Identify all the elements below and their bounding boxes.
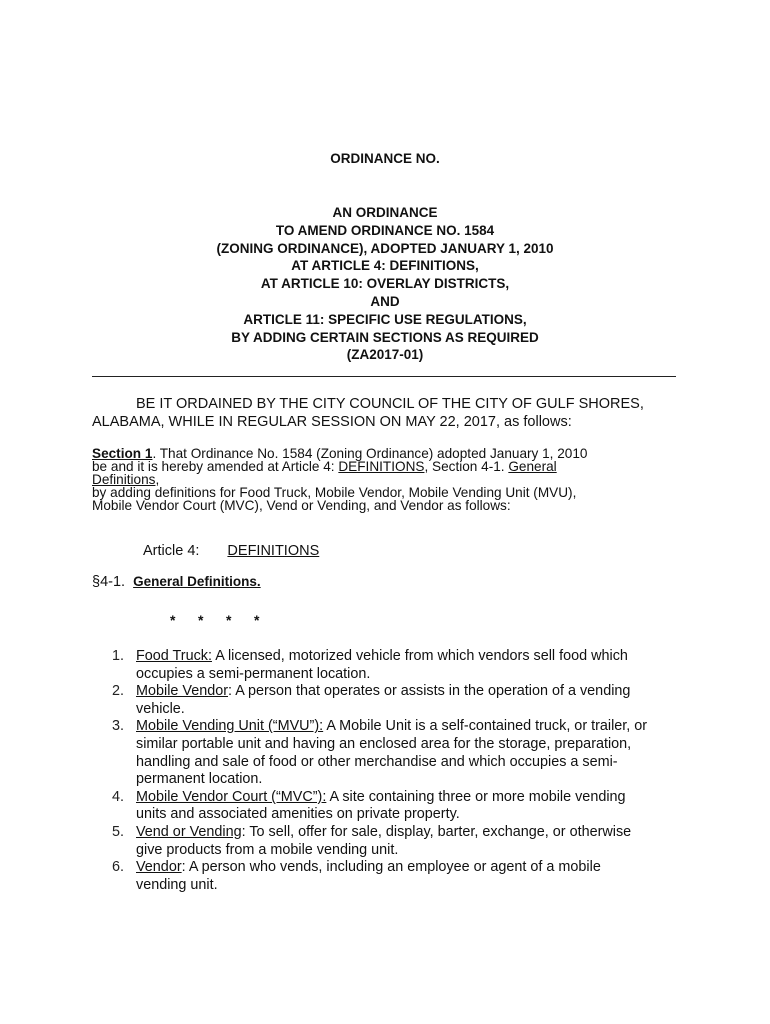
section-1-line: by adding definitions for Food Truck, Mobile Vendor, Mobile Vending Unit (MVU), [92,485,577,500]
definition-number: 2. [111,683,124,700]
general-definitions-title: General Definitions. [133,574,261,589]
section-1-text: . That Ordinance No. 1584 (Zoning Ordinance) adopted January 1, 2010 [152,446,588,461]
definition-text: : A person that operates or assists in the operation of a vending [228,683,631,700]
definitions-reference: DEFINITIONS [338,459,425,474]
definition-text: A licensed, motorized vehicle from which vendors sell food which [211,648,628,664]
definition-item [110,648,690,683]
definition-item [110,718,690,788]
definitions-reference-2: Definitions [92,472,156,487]
definition-item [110,824,690,859]
ordinance-number-heading: ORDINANCE NO. [330,151,440,166]
definition-term: Mobile Vendor [136,683,228,700]
definition-text: similar portable unit and having an enclosed area for the storage, preparation, [136,735,632,752]
title-line: AT ARTICLE 10: OVERLAY DISTRICTS, [260,276,510,292]
definition-text: units and associated amenities on private property. [136,806,460,823]
definition-term: Food Truck: [136,648,212,664]
definition-item [110,789,690,824]
star: * [226,612,232,628]
definition-text: : A person who vends, including an employee or agent of a mobile [181,859,601,876]
section-1-label: Section 1 [92,446,153,461]
section-1-paragraph [92,447,692,512]
title-line: ARTICLE 11: SPECIFIC USE REGULATIONS, [243,311,527,327]
section-1-line [92,460,692,473]
article-heading [143,543,319,559]
general-reference: General [508,459,557,474]
section-1-text: , Section 4-1. [424,459,509,474]
section-1-text: , [155,472,160,487]
title-line: AT ARTICLE 4: DEFINITIONS, [291,258,479,274]
definition-term: Vend or Vending [136,823,242,840]
section-number: §4-1. [92,574,126,590]
definition-text: handling and sale of food or other merchandise and which occupies a semi- [136,753,618,770]
definition-term: Mobile Vending Unit (“MVU”): [136,718,324,735]
ordained-paragraph [92,396,692,431]
star: * [170,612,176,628]
definition-text: occupies a semi-permanent location. [136,665,371,682]
definition-text: permanent location. [136,771,263,788]
definition-text: A site containing three or more mobile vending [326,788,626,805]
title-line: (ZA2017-01) [346,347,424,363]
star: * [254,612,260,628]
definition-text: give products from a mobile vending unit. [136,841,399,858]
definition-text: vehicle. [136,700,185,717]
definitions-list [110,648,690,894]
definition-number: 6. [111,859,124,876]
definition-number: 3. [111,718,124,735]
omission-stars [170,612,282,628]
title-line: BY ADDING CERTAIN SECTIONS AS REQUIRED [231,329,539,345]
definition-item [110,683,690,718]
section-1-text: be and it is hereby amended at Article 4: [92,459,339,474]
title-line: TO AMEND ORDINANCE NO. 1584 [275,222,495,238]
article-name: DEFINITIONS [227,543,320,559]
definition-text: : To sell, offer for sale, display, barter, exchange, or otherwise [241,823,632,840]
star: * [198,612,204,628]
definition-term: Mobile Vendor Court (“MVC”): [136,788,327,805]
section-1-line: Mobile Vendor Court (MVC), Vend or Vending, and Vendor as follows: [92,498,511,513]
definition-number: 4. [111,788,124,805]
title-line: (ZONING ORDINANCE), ADOPTED JANUARY 1, 2010 [216,240,554,256]
title-line: AN ORDINANCE [332,205,438,220]
horizontal-divider [92,376,676,377]
definition-text: vending unit. [136,876,218,893]
article-label: Article 4: [143,543,200,559]
definition-term: Vendor [136,859,182,876]
definition-number: 1. [111,648,124,664]
title-line: AND [370,293,400,309]
ordained-line: ALABAMA, WHILE IN REGULAR SESSION ON MAY 22, 2017, as follows: [92,413,572,430]
general-definitions-heading [92,574,261,590]
ordinance-title [0,204,770,364]
definition-text: A Mobile Unit is a self-contained truck, or trailer, or [323,718,648,735]
definition-number: 5. [111,823,124,840]
definition-item [110,859,690,894]
ordained-line: BE IT ORDAINED BY THE CITY COUNCIL OF THE CITY OF GULF SHORES, [136,396,644,412]
